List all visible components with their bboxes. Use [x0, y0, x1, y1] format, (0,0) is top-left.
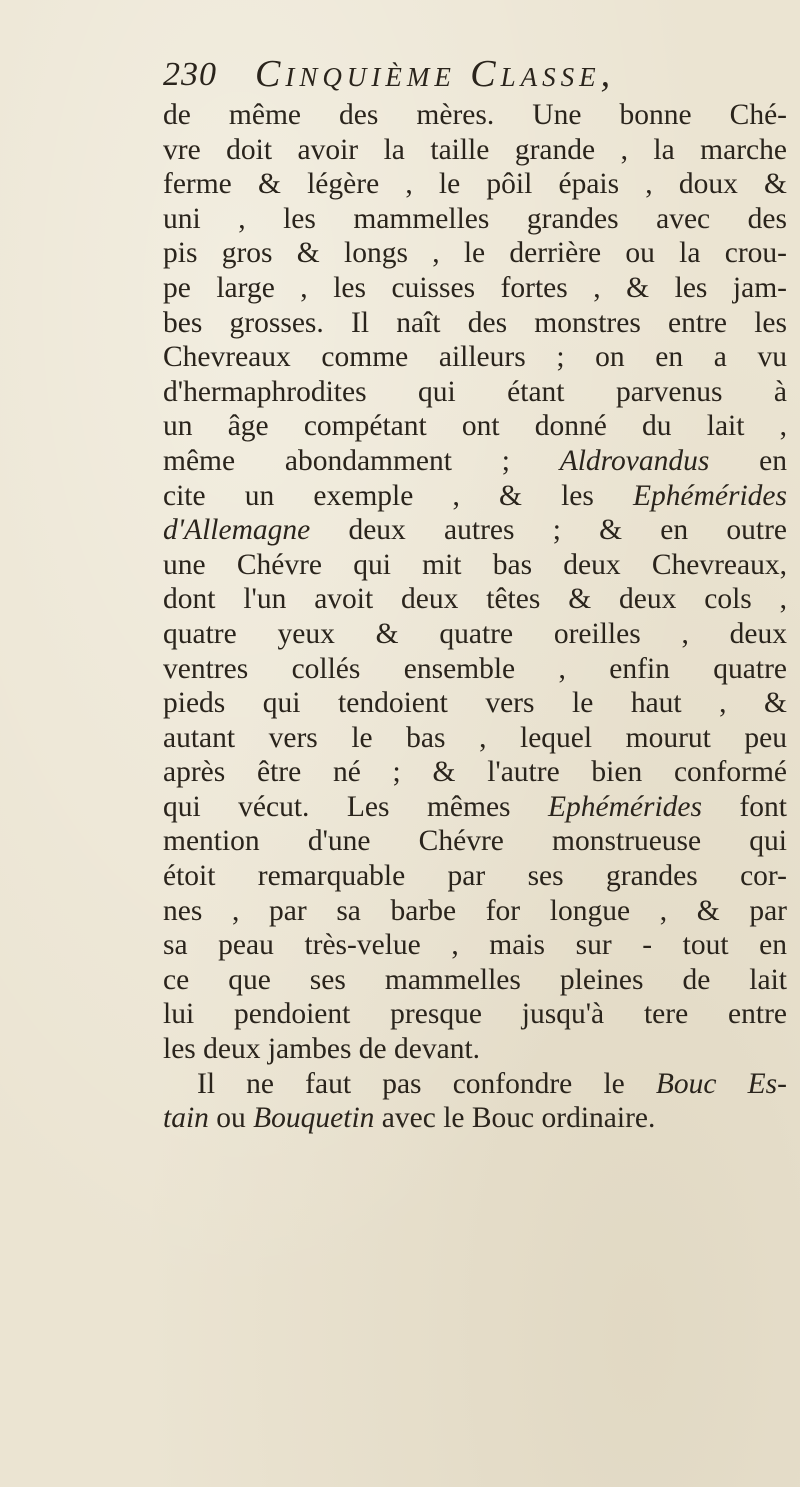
text-run: vre doit avoir la taille grande , la marche	[163, 133, 787, 166]
text-run: nes , par sa barbe for longue , & par	[163, 894, 787, 927]
text-line	[163, 375, 787, 410]
text-line	[163, 236, 787, 271]
text-line	[163, 652, 787, 687]
running-head: Cinquième Classe,	[255, 53, 616, 95]
text-line	[163, 479, 787, 514]
text-line	[163, 686, 787, 721]
text-line	[163, 963, 787, 998]
text-run: quatre yeux & quatre oreilles , deux	[163, 617, 787, 650]
italic-text: Bouc Es-	[655, 1067, 787, 1100]
text-run: dont l'un avoit deux têtes & deux cols ,	[163, 583, 787, 616]
text-run: un âge compétant ont donné du lait ,	[163, 410, 787, 443]
italic-text: Bouquetin	[253, 1102, 375, 1135]
text-line	[163, 548, 787, 583]
text-run: ce que ses mammelles pleines de lait	[163, 963, 787, 996]
text-line	[163, 167, 787, 202]
text-line	[163, 271, 787, 306]
italic-text: Aldrovandus	[559, 444, 710, 477]
text-line	[163, 306, 787, 341]
text-line	[163, 133, 787, 168]
body-text	[163, 98, 787, 1136]
text-run: bes grosses. Il naît des monstres entre les	[163, 306, 787, 339]
text-run: en	[709, 444, 787, 477]
text-run: qui vécut. Les mêmes	[163, 790, 548, 823]
text-line	[163, 790, 787, 825]
text-run: étoit remarquable par ses grandes cor-	[163, 860, 787, 893]
text-run: même abondamment ;	[163, 444, 560, 477]
text-run: cite un exemple , & les	[163, 479, 633, 512]
text-line	[163, 859, 787, 894]
italic-text: d'Allemagne	[163, 514, 311, 547]
text-run: avec le Bouc ordinaire.	[374, 1102, 656, 1135]
text-run: mention d'une Chévre monstrueuse qui	[163, 825, 787, 858]
text-line	[163, 1032, 787, 1067]
page-header	[163, 52, 783, 100]
text-run: lui pendoient presque jusqu'à tere entre	[163, 998, 787, 1031]
text-run: uni , les mammelles grandes avec des	[163, 202, 787, 235]
text-line	[163, 721, 787, 756]
italic-text: Ephémérides	[632, 479, 787, 512]
text-line	[163, 824, 787, 859]
text-line	[163, 997, 787, 1032]
text-run: pis gros & longs , le derrière ou la crou-	[163, 237, 787, 270]
text-line	[163, 755, 787, 790]
italic-text: tain	[163, 1102, 209, 1135]
text-line	[163, 513, 787, 548]
text-run: pieds qui tendoient vers le haut , &	[163, 687, 787, 720]
text-run: de même des mères. Une bonne Ché-	[163, 99, 787, 131]
text-run: les deux jambes de devant.	[163, 1033, 481, 1066]
text-line	[163, 1101, 787, 1136]
text-line	[163, 1067, 787, 1102]
text-run: pe large , les cuisses fortes , & les jam-	[163, 271, 787, 304]
text-run: sa peau très-velue , mais sur - tout en	[163, 929, 787, 962]
text-run: d'hermaphrodites qui étant parvenus à	[163, 375, 787, 408]
text-run: ferme & légère , le pôil épais , doux &	[163, 168, 787, 201]
text-run: ou	[208, 1102, 254, 1135]
text-run: ventres collés ensemble , enfin quatre	[163, 652, 787, 685]
text-run: Chevreaux comme ailleurs ; on en a vu	[163, 341, 787, 374]
text-run: Il ne faut pas confondre le	[197, 1067, 656, 1100]
text-run: autant vers le bas , lequel mourut peu	[163, 721, 787, 754]
text-line	[163, 582, 787, 617]
text-line	[163, 894, 787, 929]
text-line	[163, 928, 787, 963]
text-line	[163, 98, 787, 133]
page-number: 230	[163, 56, 217, 93]
italic-text: Ephémérides	[547, 790, 702, 823]
text-line	[163, 202, 787, 237]
text-line	[163, 617, 787, 652]
text-run: font	[702, 790, 787, 823]
text-line	[163, 409, 787, 444]
text-line	[163, 340, 787, 375]
text-run: deux autres ; & en outre	[310, 514, 787, 547]
text-line	[163, 444, 787, 479]
text-run: après être né ; & l'autre bien conformé	[163, 756, 787, 789]
text-run: une Chévre qui mit bas deux Chevreaux,	[163, 548, 787, 581]
